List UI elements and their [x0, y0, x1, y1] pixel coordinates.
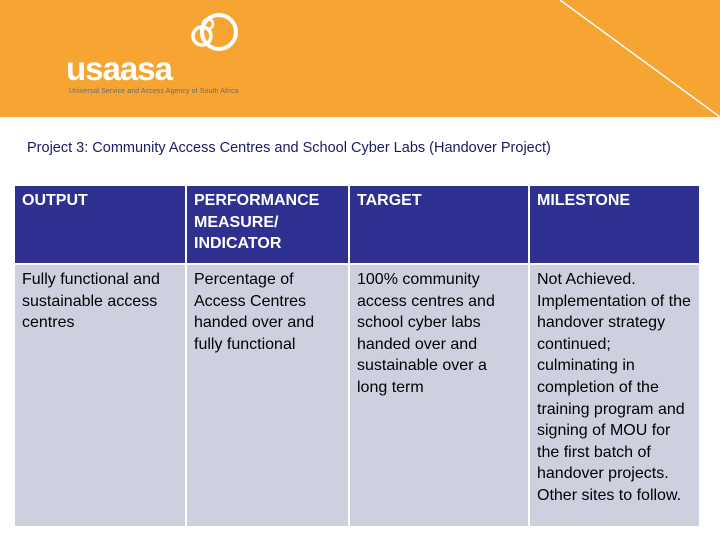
column-header-performance-measure: PERFORMANCE MEASURE/ INDICATOR: [186, 185, 349, 264]
page-title: Project 3: Community Access Centres and School Cyber Labs (Handover Project): [27, 140, 551, 156]
cell-performance-measure: Percentage of Access Centres handed over and fully functional: [186, 264, 349, 527]
brand-name: usaasa: [66, 50, 172, 87]
usaasa-rings-logo-icon: [182, 10, 252, 65]
usaasa-logo: [66, 10, 266, 110]
project-table: [13, 184, 701, 528]
cell-target: 100% community access centres and school cyber labs handed over and sustainable over a long term: [349, 264, 529, 527]
column-header-output: OUTPUT: [14, 185, 186, 264]
brand-tagline: Universal Service and Access Agency of South Africa: [69, 88, 239, 95]
column-header-milestone: MILESTONE: [529, 185, 700, 264]
cell-output: Fully functional and sustainable access centres: [14, 264, 186, 527]
table-row: [14, 264, 700, 527]
column-header-target: TARGET: [349, 185, 529, 264]
table-header-row: [14, 185, 700, 264]
header-band: [0, 0, 720, 117]
cell-milestone: Not Achieved. Implementation of the handover strategy continued; culminating in completion of the training program and signing of MOU for the first batch of handover projects. Other sites to follow.: [529, 264, 700, 527]
